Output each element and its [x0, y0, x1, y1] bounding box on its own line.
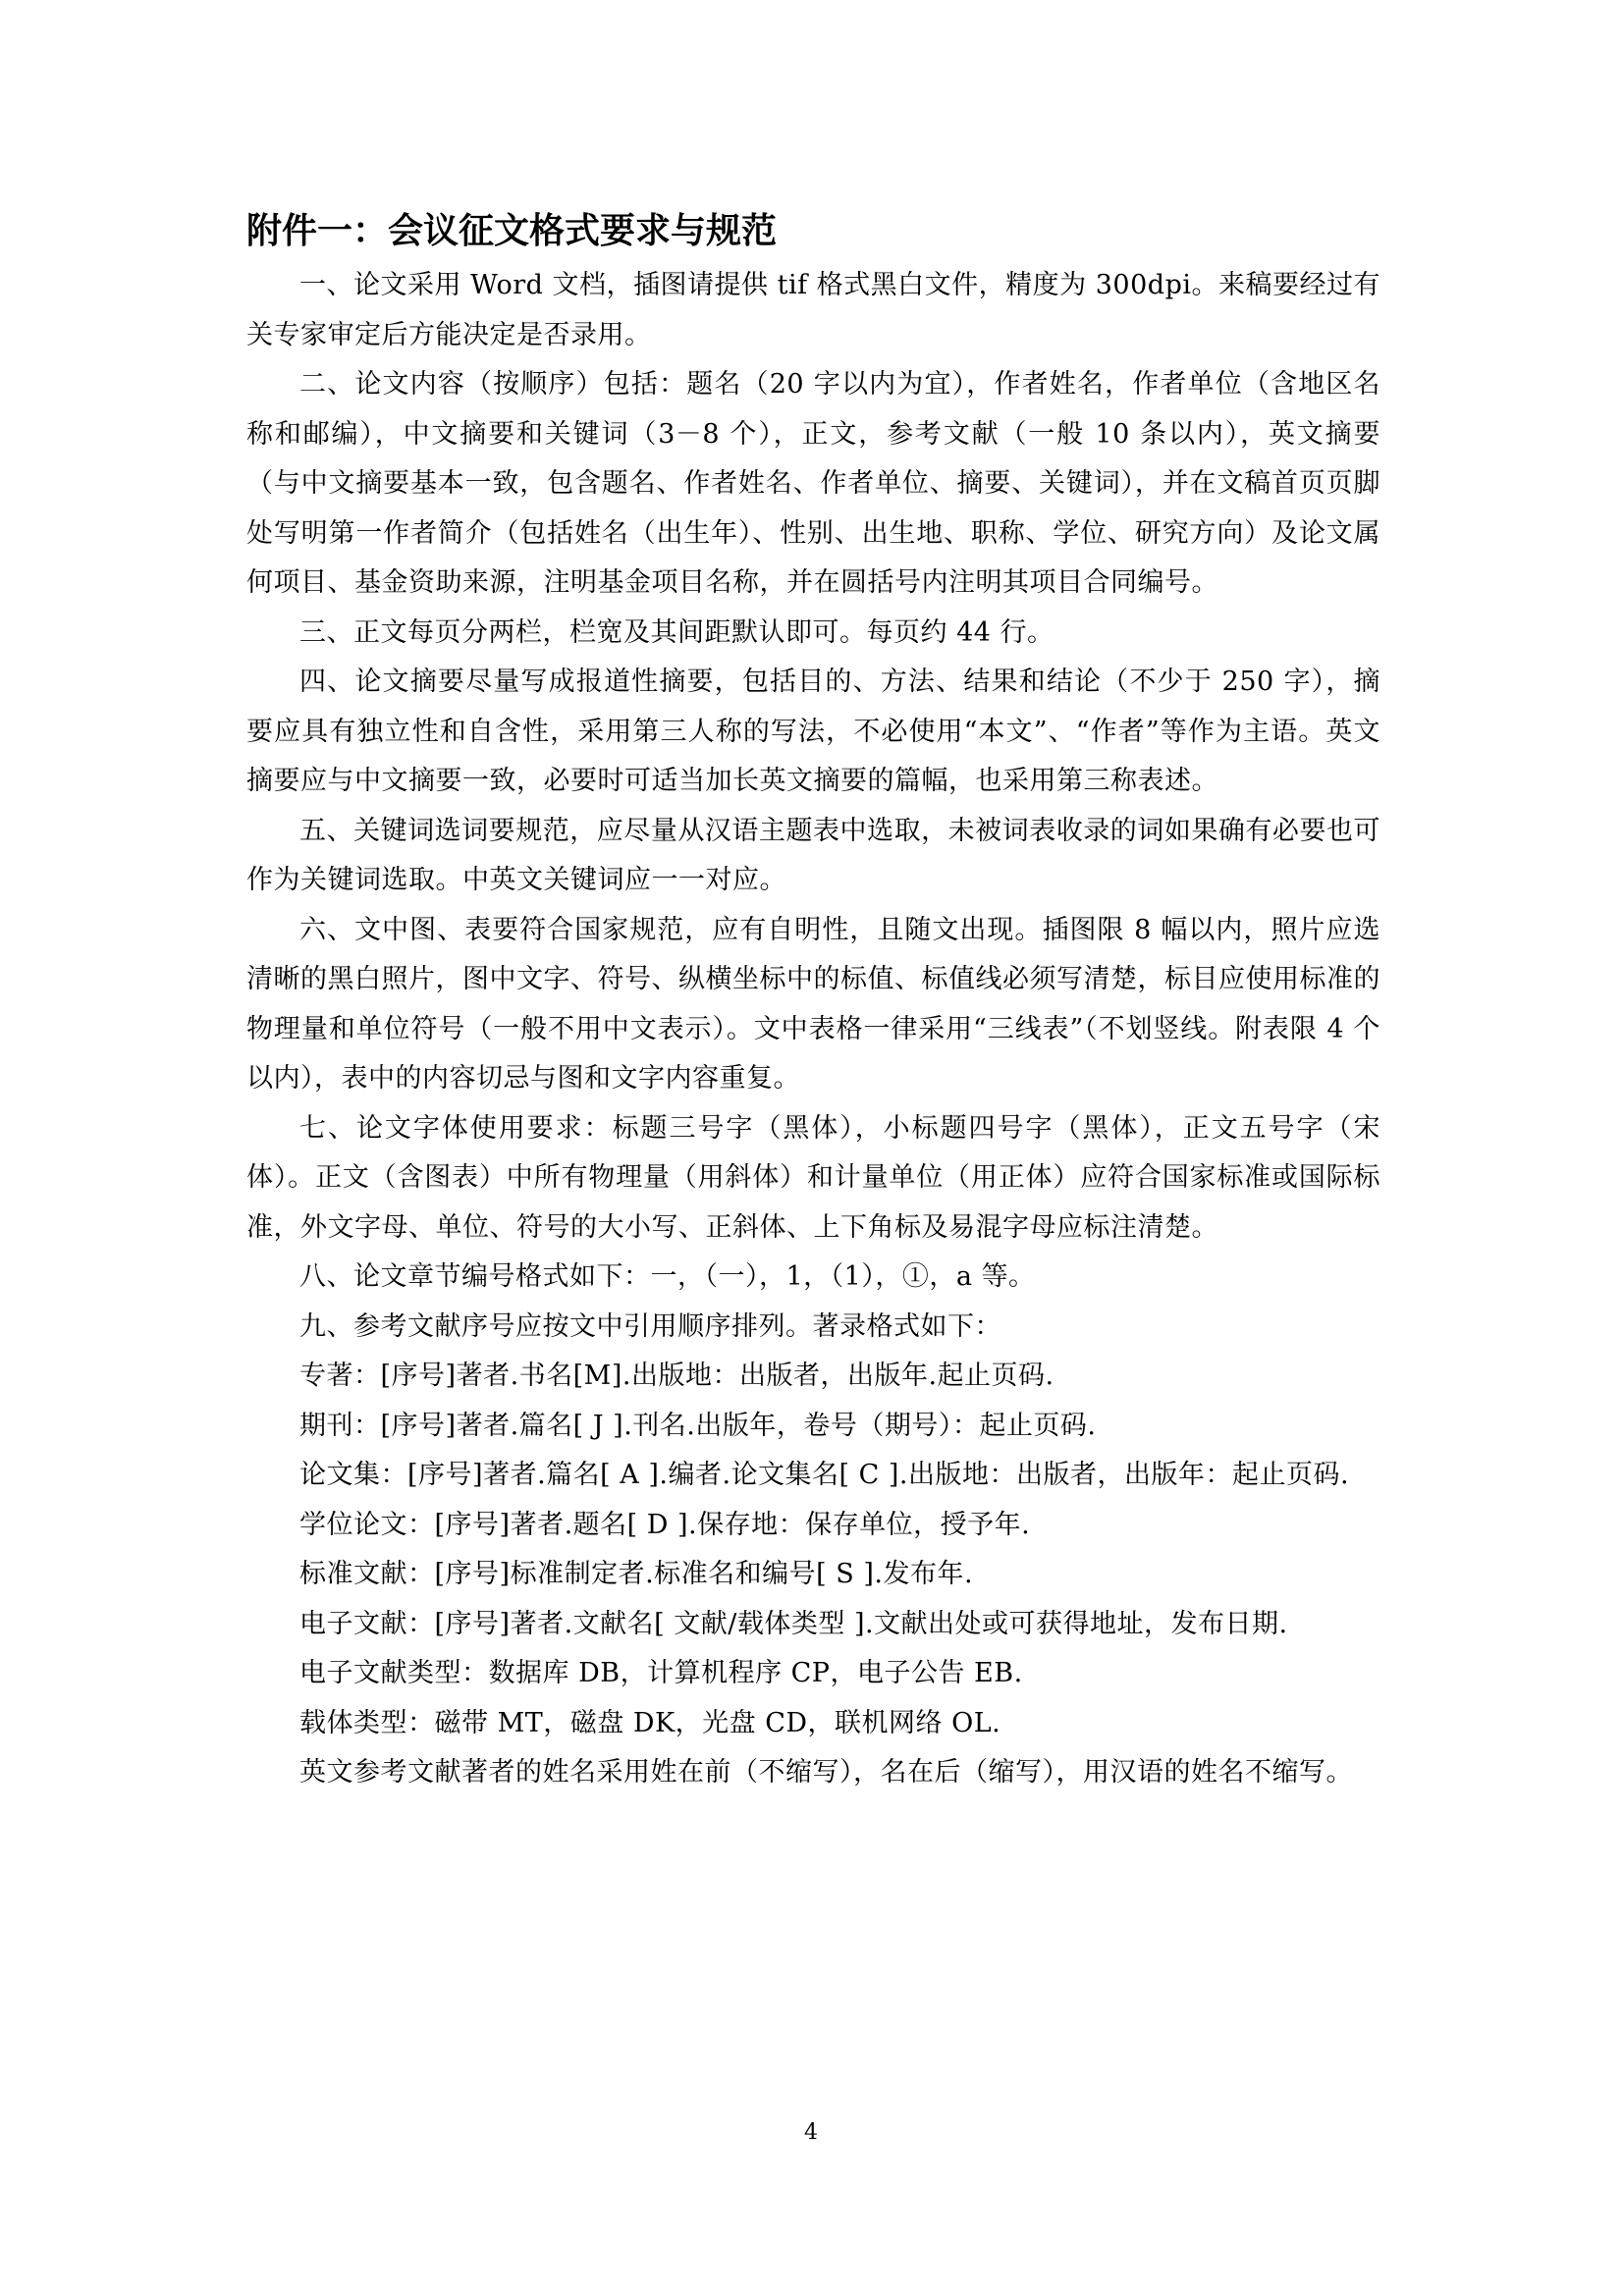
- reference-format-journal: 期刊：[序号]著者.篇名[ J ].刊名.出版年，卷号（期号）：起止页码.: [299, 1410, 1097, 1441]
- reference-format-monograph: 专著：[序号]著者.书名[M].出版地：出版者，出版年.起止页码.: [299, 1361, 1054, 1391]
- paragraph-6: 六、文中图、表要符合国家规范，应有自明性，且随文出现。插图限 8 幅以内，照片应选清晰的黑白照片，图中文字、符号、纵横坐标中的标值、标值线必须写清楚，标目应使用标准的物理量和单位符号（一般不用中文表示）。文中表格一律采用“三线表”（不划竖线。附表限 4 个以内），表中的内容切忌与图和文字内容重复。: [246, 914, 1380, 1094]
- paragraph-7: 七、论文字体使用要求：标题三号字（黑体），小标题四号字（黑体），正文五号字（宋体）。正文（含图表）中所有物理量（用斜体）和计量单位（用正体）应符合国家标准或国际标准，外文字母、单位、符号的大小写、正斜体、上下角标及易混字母应标注清楚。: [246, 1112, 1380, 1243]
- paragraph-3: 三、正文每页分两栏，栏宽及其间距默认即可。每页约 44 行。: [299, 616, 1054, 648]
- document-title: 附件一：会议征文格式要求与规范: [246, 211, 778, 251]
- page-number: 4: [804, 2120, 818, 2145]
- paragraph-2: 二、论文内容（按顺序）包括：题名（20 字以内为宜），作者姓名，作者单位（含地区名称和邮编），中文摘要和关键词（3－8 个），正文，参考文献（一般 10 条以内），英文摘要（与中文摘要基本一致，包含题名、作者姓名、作者单位、摘要、关键词），并在文稿首页页脚处写明第一作者简介（包括姓名（出生年）、性别、出生地、职称、学位、研究方向）及论文属何项目、基金资助来源，注明基金项目名称，并在圆括号内注明其项目合同编号。: [246, 369, 1380, 598]
- document-body: [246, 204, 1380, 1798]
- paragraph-9: 九、参考文献序号应按文中引用顺序排列。著录格式如下：: [299, 1310, 1001, 1342]
- electronic-document-types: 电子文献类型：数据库 DB，计算机程序 CP，电子公告 EB.: [299, 1658, 1023, 1688]
- english-reference-author-names: 英文参考文献著者的姓名采用姓在前（不缩写），名在后（缩写），用汉语的姓名不缩写。: [299, 1757, 1353, 1788]
- carrier-types: 载体类型：磁带 MT，磁盘 DK，光盘 CD，联机网络 OL.: [299, 1707, 1001, 1738]
- paragraph-8: 八、论文章节编号格式如下：一，（一），1，（1），①，a 等。: [299, 1261, 1036, 1292]
- reference-format-thesis: 学位论文：[序号]著者.题名[ D ].保存地：保存单位，授予年.: [299, 1509, 1031, 1540]
- paragraph-1: 一、论文采用 Word 文档，插图请提供 tif 格式黑白文件，精度为 300dpi。来稿要经过有关专家审定后方能决定是否录用。: [246, 270, 1380, 350]
- paragraph-4: 四、论文摘要尽量写成报道性摘要，包括目的、方法、结果和结论（不少于 250 字），摘要应具有独立性和自含性，采用第三人称的写法，不必使用“本文”、“作者”等作为主语。英文摘要应与中文摘要一致，必要时可适当加长英文摘要的篇幅，也采用第三称表述。: [246, 667, 1380, 796]
- paragraph-5: 五、关键词选词要规范，应尽量从汉语主题表中选取，未被词表收录的词如果确有必要也可作为关键词选取。中英文关键词应一一对应。: [246, 815, 1380, 895]
- reference-format-proceedings: 论文集：[序号]著者.篇名[ A ].编者.论文集名[ C ].出版地：出版者，出版年：起止页码.: [299, 1460, 1350, 1490]
- reference-format-electronic: 电子文献：[序号]著者.文献名[ 文献/载体类型 ].文献出处或可获得地址，发布日期.: [299, 1608, 1288, 1639]
- reference-format-standard: 标准文献：[序号]标准制定者.标准名和编号[ S ].发布年.: [299, 1559, 974, 1589]
